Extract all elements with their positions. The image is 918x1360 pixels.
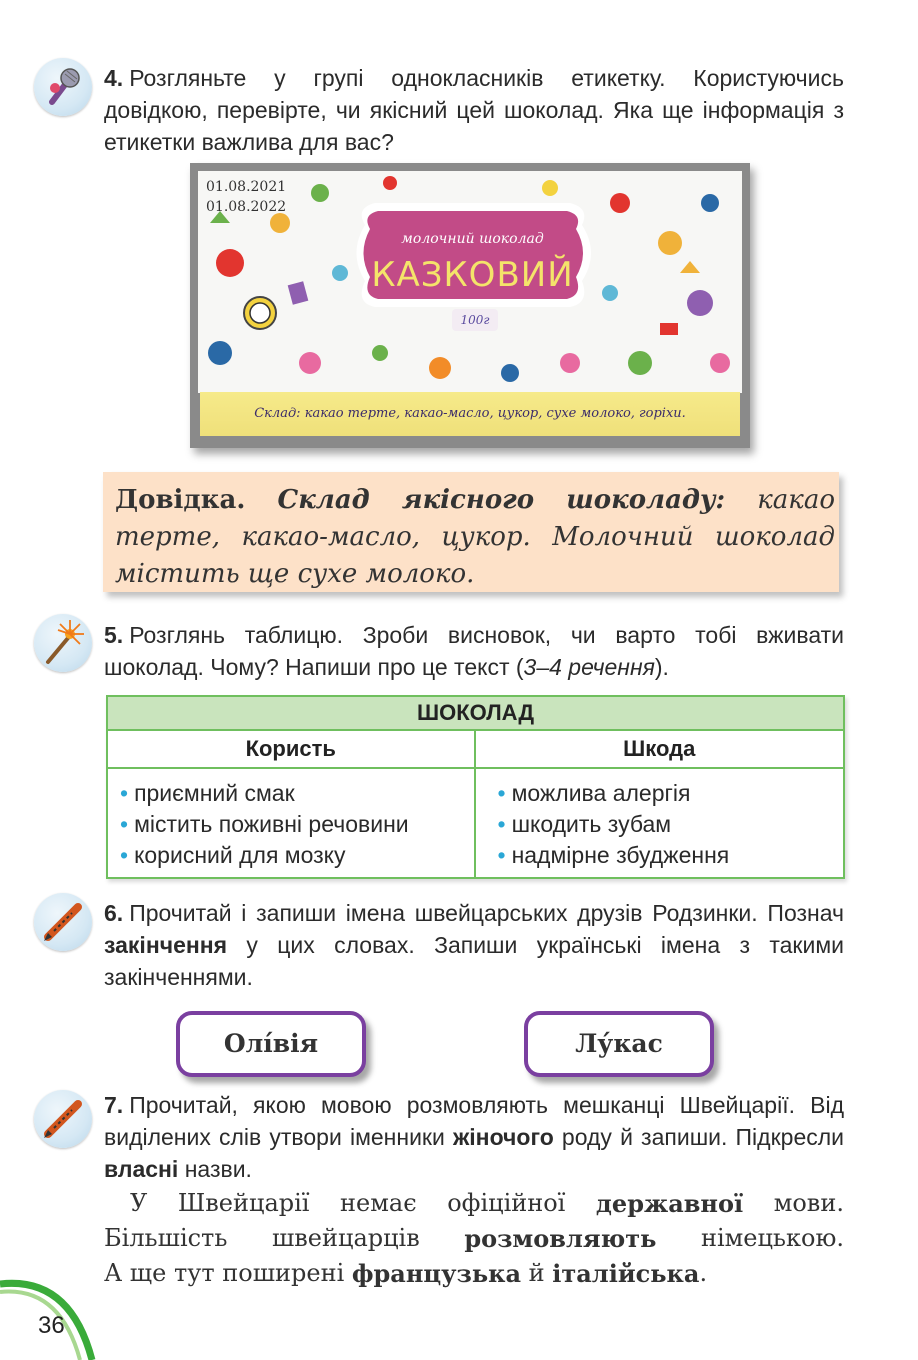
task-number: 5. (104, 622, 124, 648)
list-item: • можлива алергія (497, 780, 691, 806)
task-text: у цих словах. Запиши українські імена з такими закінченнями. (104, 932, 844, 990)
story-word: Більшість (104, 1224, 228, 1252)
story-word: німецькою. (700, 1224, 844, 1252)
task-text-bold: закінчення (104, 932, 228, 958)
story-word: мови. (773, 1189, 844, 1217)
reference-line: містить ще сухе молоко. (115, 559, 475, 589)
task-number: 4. (104, 65, 124, 91)
microphone-icon (34, 58, 92, 116)
reference-word: какао-масло, (241, 522, 421, 552)
reference-word: Молочний (552, 522, 694, 552)
pen-icon (34, 893, 92, 951)
list-item-text: можлива алергія (511, 780, 691, 806)
task-text-bold: жіночого (452, 1124, 554, 1150)
chocolate-weight: 100г (452, 309, 498, 331)
story-word: офіційної (447, 1189, 566, 1217)
task-text: Прочитай і запиши імена швейцарських друзів Родзинки. Познач (129, 900, 844, 926)
reference-label: Довідка. (115, 485, 246, 515)
chocolate-subtitle: молочний шоколад (401, 231, 544, 247)
reference-word: терте, (115, 522, 220, 552)
task-number: 7. (104, 1092, 124, 1118)
list-item-text: шкодить зубам (511, 811, 672, 837)
reference-box (103, 472, 839, 592)
task-5 (104, 619, 844, 683)
task-text: роду й запиши. Підкресли (553, 1124, 844, 1150)
list-item: • містить поживні речовини (120, 811, 409, 837)
reference-word: цукор. (441, 522, 531, 552)
story-word: А ще тут поширені (104, 1259, 352, 1287)
column-header-harm: Шкода (623, 736, 696, 761)
task-text: ). (654, 654, 669, 680)
list-item: • шкодить зубам (497, 811, 672, 837)
story-word: й (521, 1259, 553, 1287)
story-word-bold: італійська (552, 1259, 700, 1288)
name-card-olivia: Олі́вія (176, 1011, 366, 1077)
task-4 (104, 62, 844, 158)
list-item: • корисний для мозку (120, 842, 346, 868)
table-header: ШОКОЛАД (108, 697, 843, 731)
production-date: 01.08.2021 (206, 179, 287, 195)
benefits-cell (108, 769, 476, 879)
task-text-italic: 3–4 речення (523, 654, 655, 680)
harms-cell (476, 769, 844, 879)
chocolate-label-image (190, 163, 750, 448)
story-word: Швейцарії (177, 1189, 310, 1217)
task-6 (104, 897, 844, 993)
list-item-text: корисний для мозку (134, 842, 346, 868)
story-word-bold: державної (595, 1189, 744, 1218)
chocolate-ingredients: Склад: какао терте, какао-масло, цукор, сухе молоко, горіхи. (200, 392, 740, 436)
reference-word: шоколаду: (566, 485, 726, 515)
chocolate-table (106, 695, 845, 879)
list-item-text: містить поживні речовини (134, 811, 409, 837)
story-word: немає (340, 1189, 417, 1217)
task-7 (104, 1089, 844, 1185)
chocolate-title: КАЗКОВИЙ (371, 255, 574, 295)
task-text: назви. (178, 1156, 252, 1182)
reference-word: якісного (401, 485, 535, 515)
list-item-text: надмірне збудження (511, 842, 730, 868)
chocolate-dates (206, 177, 286, 217)
column-header-benefit: Користь (108, 731, 476, 767)
story-word: У (130, 1189, 148, 1217)
chocolate-brand-label (350, 205, 595, 345)
list-item-text: приємний смак (134, 780, 295, 806)
story-word-bold: французька (351, 1259, 521, 1288)
name-card-lukas: Лу́кас (524, 1011, 714, 1077)
sparkler-icon (34, 614, 92, 672)
reference-word: шоколад (715, 522, 835, 552)
story-word-bold: розмовляють (464, 1224, 657, 1253)
story-word: . (699, 1259, 708, 1287)
task-number: 6. (104, 900, 124, 926)
reference-word: Склад (277, 485, 370, 515)
list-item: • приємний смак (120, 780, 295, 806)
story-text (104, 1186, 844, 1291)
pen-icon (34, 1090, 92, 1148)
task-text: Розгляньте у групі однокласників етикетку. Користуючись довідкою, перевірте, чи якісний цей шоколад. Яка ще інформація з етикетки важлива для вас? (104, 65, 844, 155)
expiry-date: 01.08.2022 (206, 199, 287, 215)
task-text: Розглянь таблицю. Зроби висновок, чи варто тобі вживати шоколад. Чому? Напиши про це текст ( (104, 622, 844, 680)
page-number: 36 (38, 1312, 65, 1339)
reference-word: какао (757, 485, 835, 515)
story-word: швейцарців (271, 1224, 420, 1252)
list-item: • надмірне збудження (497, 842, 730, 868)
task-text: Прочитай, якою мовою розмовляють мешканці Швейцарії. Від виділених слів утвори іменники (104, 1092, 844, 1150)
task-text-bold: власні (104, 1156, 179, 1182)
